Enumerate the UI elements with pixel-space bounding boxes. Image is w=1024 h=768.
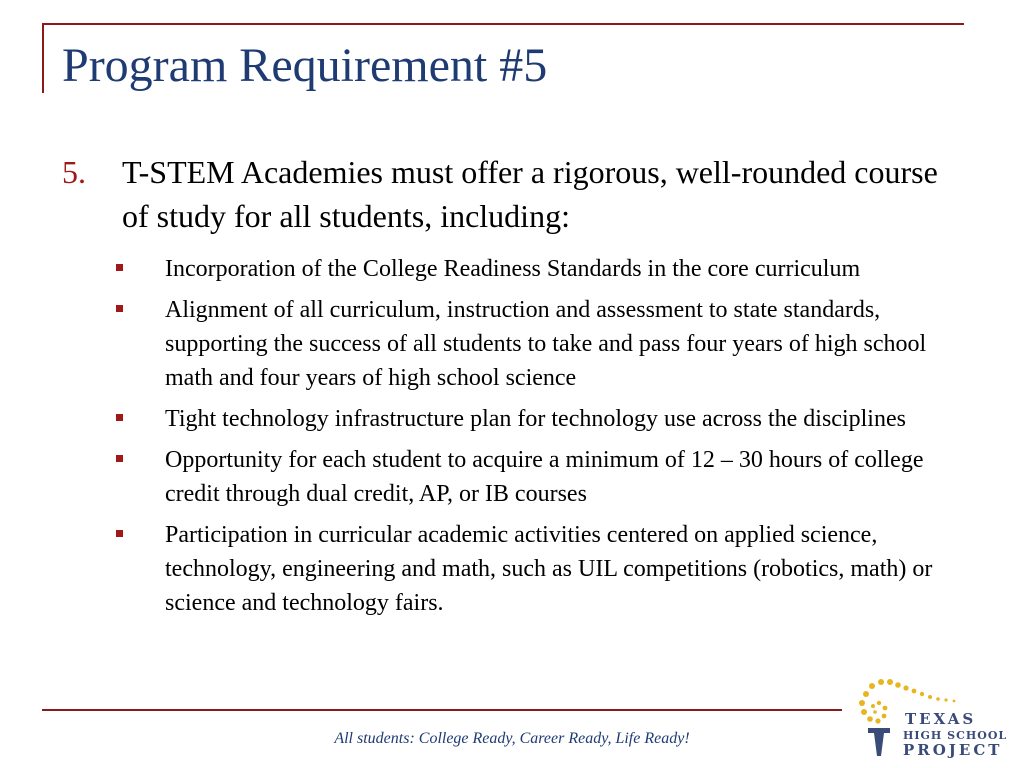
torch-icon (868, 728, 890, 756)
square-bullet-icon (116, 530, 123, 537)
logo-line-high-school: HIGH SCHOOL (903, 729, 1008, 742)
footer-rule (42, 709, 842, 711)
bullet-item (112, 518, 972, 620)
requirement-bullet-list (112, 252, 972, 627)
logo-wordmark (903, 712, 1007, 758)
top-frame-rule (42, 23, 964, 25)
square-bullet-icon (116, 264, 123, 271)
bullet-text: Tight technology infrastructure plan for technology use across the disciplines (165, 406, 906, 432)
bullet-text: Participation in curricular academic activities centered on applied science, technology, engineering and math, such as UIL competitions (robotics, math) or science and technology fairs. (165, 522, 933, 616)
slide-title: Program Requirement #5 (62, 39, 548, 92)
square-bullet-icon (116, 305, 123, 312)
square-bullet-icon (116, 455, 123, 462)
square-bullet-icon (116, 414, 123, 421)
bullet-item (112, 293, 972, 395)
footer-slogan: All students: College Ready, Career Ready, Life Ready! (334, 730, 690, 747)
left-frame-rule (42, 23, 44, 93)
bullet-item (112, 252, 972, 286)
bullet-text: Opportunity for each student to acquire a minimum of 12 – 30 hours of college credit through dual credit, AP, or IB courses (165, 447, 924, 507)
requirement-number: 5. (62, 154, 86, 190)
bullet-item (112, 443, 972, 511)
bullet-item (112, 402, 972, 436)
logo-line-project: PROJECT (903, 741, 1003, 759)
requirement-text: T-STEM Academies must offer a rigorous, well-rounded course of study for all students, including: (122, 154, 938, 234)
logo-line-texas: TEXAS (905, 710, 977, 728)
bullet-text: Alignment of all curriculum, instruction and assessment to state standards, supporting the success of all students to take and pass four years of high school math and four years of high school science (165, 297, 927, 391)
bullet-text: Incorporation of the College Readiness Standards in the core curriculum (165, 256, 861, 282)
